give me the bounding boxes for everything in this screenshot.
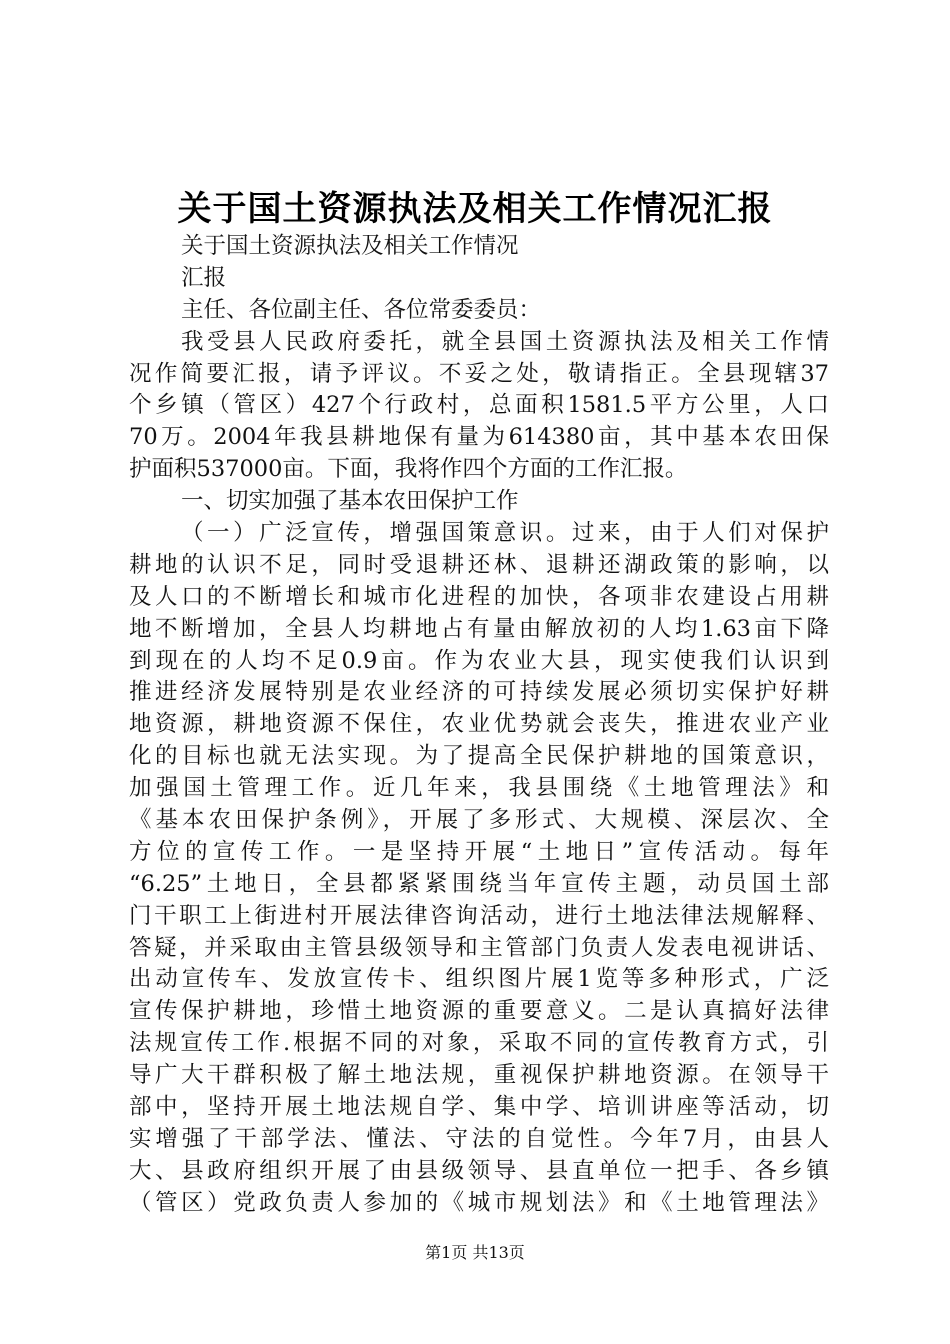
- body-line: 到现在的人均不足0.9亩。作为农业大县，现实使我们认识到: [129, 647, 829, 674]
- body-line: “6.25”土地日，全县都紧紧围绕当年宣传主题，动员国土部: [129, 870, 829, 897]
- body-line: 大、县政府组织开展了由县级领导、县直单位一把手、各乡镇: [129, 1157, 829, 1184]
- body-line: 出动宣传车、发放宣传卡、组织图片展1览等多种形式，广泛: [129, 966, 829, 993]
- body-line: 况作简要汇报，请予评议。不妥之处，敬请指正。全县现辖37: [129, 360, 829, 387]
- body-line: （一）广泛宣传，增强国策意识。过来，由于人们对保护: [181, 520, 829, 547]
- body-line: 化的目标也就无法实现。为了提高全民保护耕地的国策意识，: [129, 743, 829, 770]
- page-footer: 第1页 共13页: [425, 1243, 525, 1262]
- body-line: 答疑，并采取由主管县级领导和主管部门负责人发表电视讲话、: [129, 934, 829, 961]
- body-line: 关于国土资源执法及相关工作情况: [181, 233, 519, 259]
- body-line: 主任、各位副主任、各位常委委员：: [181, 296, 542, 323]
- document-body: [129, 231, 829, 1220]
- body-line: 部中，坚持开展土地法规自学、集中学、培训讲座等活动，切: [129, 1094, 829, 1121]
- body-line: 及人口的不断增长和城市化进程的加快，各项非农建设占用耕: [129, 583, 829, 610]
- body-line: 地不断增加，全县人均耕地占有量由解放初的人均1.63亩下降: [129, 615, 829, 642]
- body-line: 耕地的认识不足，同时受退耕还林、退耕还湖政策的影响，以: [129, 551, 829, 578]
- body-line: 汇报: [181, 264, 227, 291]
- section-heading: 一、切实加强了基本农田保护工作: [181, 488, 519, 515]
- body-line: （管区）党政负责人参加的《城市规划法》和《土地管理法》: [129, 1189, 829, 1216]
- body-line: 个乡镇（管区）427个行政村，总面积1581.5平方公里，人口: [129, 392, 829, 419]
- body-line: 推进经济发展特别是农业经济的可持续发展必须切实保护好耕: [129, 679, 829, 706]
- body-line: 我受县人民政府委托，就全县国土资源执法及相关工作情: [181, 328, 829, 355]
- body-line: 宣传保护耕地，珍惜土地资源的重要意义。二是认真搞好法律: [129, 998, 829, 1025]
- body-line: 《基本农田保护条例》，开展了多形式、大规模、深层次、全: [129, 807, 829, 834]
- body-line: 门干职工上街进村开展法律咨询活动，进行土地法律法规解释、: [129, 902, 829, 929]
- body-line: 护面积537000亩。下面，我将作四个方面的工作汇报。: [129, 456, 688, 483]
- document-title: 关于国土资源执法及相关工作情况汇报: [177, 189, 773, 229]
- body-line: 导广大干群积极了解土地法规，重视保护耕地资源。在领导干: [129, 1062, 829, 1089]
- body-line: 法规宣传工作.根据不同的对象，采取不同的宣传教育方式，引: [129, 1030, 829, 1057]
- body-line: 实增强了干部学法、懂法、守法的自觉性。今年7月，由县人: [129, 1125, 829, 1152]
- body-line: 70万。2004年我县耕地保有量为614380亩，其中基本农田保: [129, 424, 829, 451]
- body-line: 方位的宣传工作。一是坚持开展“土地日”宣传活动。每年: [129, 838, 829, 865]
- body-line: 加强国土管理工作。近几年来，我县围绕《土地管理法》和: [129, 775, 829, 802]
- body-line: 地资源，耕地资源不保住，农业优势就会丧失，推进农业产业: [129, 711, 829, 738]
